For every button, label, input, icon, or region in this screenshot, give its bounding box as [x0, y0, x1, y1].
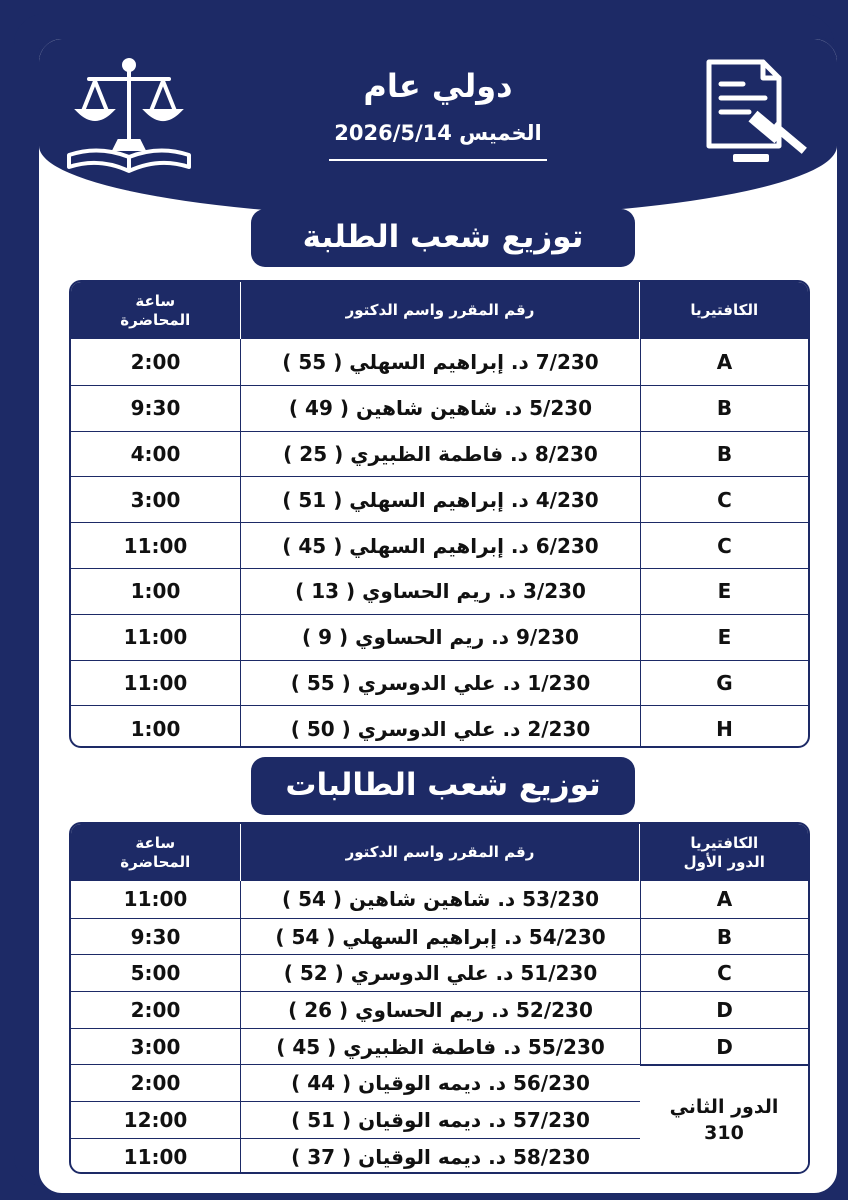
cafeteria-cell: E: [640, 615, 808, 660]
time-cell: 11:00: [123, 670, 188, 695]
table-row: [71, 881, 808, 918]
table-row: [71, 431, 808, 477]
female-students-section-title: توزيع شعب الطالبات: [251, 757, 635, 815]
time-cell: 1:00: [130, 579, 181, 604]
female-students-table: [69, 822, 810, 1174]
table-header: [71, 282, 808, 339]
document-gavel-icon: [699, 54, 819, 174]
course-cell: 6/230 د. إبراهيم السهلي ( 45 ): [240, 523, 640, 568]
merged-cafeteria-cell: [640, 1065, 808, 1175]
cafeteria-cell: C: [640, 523, 808, 568]
table-row: [71, 705, 808, 748]
cafeteria-cell: H: [640, 706, 808, 748]
cafeteria-cell: B: [640, 432, 808, 477]
cafeteria-cell: C: [640, 955, 808, 991]
course-cell: 54/230 د. إبراهيم السهلي ( 54 ): [240, 919, 640, 955]
course-cell: 58/230 د. ديمه الوقيان ( 37 ): [240, 1139, 640, 1174]
time-cell: 11:00: [123, 625, 188, 650]
time-cell: 9:30: [130, 924, 181, 949]
cafeteria-cell: B: [640, 386, 808, 431]
time-cell: 3:00: [130, 1034, 181, 1059]
time-cell: 11:00: [123, 887, 188, 912]
students-section-title: توزيع شعب الطلبة: [251, 209, 635, 267]
students-rows: [71, 339, 808, 748]
table-row: [71, 918, 808, 955]
schedule-card: [36, 36, 840, 1196]
table-row: [71, 385, 808, 431]
header-course: رقم المقرر واسم الدكتور: [240, 282, 640, 339]
header-time-line2: المحاضرة: [120, 852, 191, 871]
header-cafeteria-line2: الدور الأول: [683, 852, 765, 871]
course-cell: 53/230 د. شاهين شاهين ( 54 ): [240, 881, 640, 918]
cafeteria-cell: D: [640, 1029, 808, 1065]
header-time-line1: ساعة: [135, 291, 176, 310]
header-cafeteria: [639, 824, 808, 881]
cafeteria-cell: D: [640, 992, 808, 1028]
table-row: [71, 339, 808, 385]
time-cell: 3:00: [130, 487, 181, 512]
time-cell: 5:00: [130, 961, 181, 986]
table-row: [71, 954, 808, 991]
header-cafeteria-line1: الكافتيريا: [690, 833, 759, 852]
table-header: [71, 824, 808, 881]
header-time-line2: المحاضرة: [120, 310, 191, 329]
course-cell: 7/230 د. إبراهيم السهلي ( 55 ): [240, 339, 640, 385]
header-course: رقم المقرر واسم الدكتور: [240, 824, 640, 881]
cafeteria-cell: C: [640, 477, 808, 522]
time-cell: 12:00: [123, 1107, 188, 1132]
time-cell: 9:30: [130, 396, 181, 421]
course-cell: 5/230 د. شاهين شاهين ( 49 ): [240, 386, 640, 431]
course-cell: 57/230 د. ديمه الوقيان ( 51 ): [240, 1102, 640, 1138]
time-cell: 2:00: [130, 1071, 181, 1096]
merged-cafeteria-line1: الدور الثاني: [669, 1096, 779, 1119]
time-cell: 11:00: [123, 1144, 188, 1169]
table-row: [71, 1028, 808, 1065]
header-banner: [39, 39, 837, 217]
table-row: [71, 568, 808, 614]
time-cell: 2:00: [130, 349, 181, 374]
course-cell: 3/230 د. ريم الحساوي ( 13 ): [240, 569, 640, 614]
cafeteria-cell: G: [640, 661, 808, 706]
merged-cafeteria-line2: 310: [704, 1122, 744, 1145]
table-row: [71, 476, 808, 522]
course-cell: 55/230 د. فاطمة الظبيري ( 45 ): [240, 1029, 640, 1065]
header-time: [71, 824, 240, 881]
cafeteria-cell: B: [640, 919, 808, 955]
course-cell: 51/230 د. علي الدوسري ( 52 ): [240, 955, 640, 991]
page-title: دولي عام: [363, 67, 513, 105]
cafeteria-cell: A: [640, 339, 808, 385]
course-cell: 1/230 د. علي الدوسري ( 55 ): [240, 661, 640, 706]
table-row: [71, 522, 808, 568]
course-cell: 9/230 د. ريم الحساوي ( 9 ): [240, 615, 640, 660]
time-cell: 1:00: [130, 716, 181, 741]
header-time: [71, 282, 240, 339]
exam-date: الخميس 2026/5/14: [334, 121, 542, 145]
header-cafeteria: الكافتيريا: [639, 282, 808, 339]
cafeteria-cell: E: [640, 569, 808, 614]
course-cell: 4/230 د. إبراهيم السهلي ( 51 ): [240, 477, 640, 522]
time-cell: 2:00: [130, 997, 181, 1022]
time-cell: 11:00: [123, 533, 188, 558]
course-cell: 52/230 د. ريم الحساوي ( 26 ): [240, 992, 640, 1028]
course-cell: 56/230 د. ديمه الوقيان ( 44 ): [240, 1065, 640, 1101]
title-underline: [329, 159, 547, 161]
table-row: [71, 991, 808, 1028]
table-row: [71, 660, 808, 706]
course-cell: 2/230 د. علي الدوسري ( 50 ): [240, 706, 640, 748]
students-table: [69, 280, 810, 748]
table-row: [71, 614, 808, 660]
header-time-line1: ساعة: [135, 833, 176, 852]
time-cell: 4:00: [130, 441, 181, 466]
course-cell: 8/230 د. فاطمة الظبيري ( 25 ): [240, 432, 640, 477]
cafeteria-cell: A: [640, 881, 808, 918]
poster-frame: [14, 14, 834, 1186]
